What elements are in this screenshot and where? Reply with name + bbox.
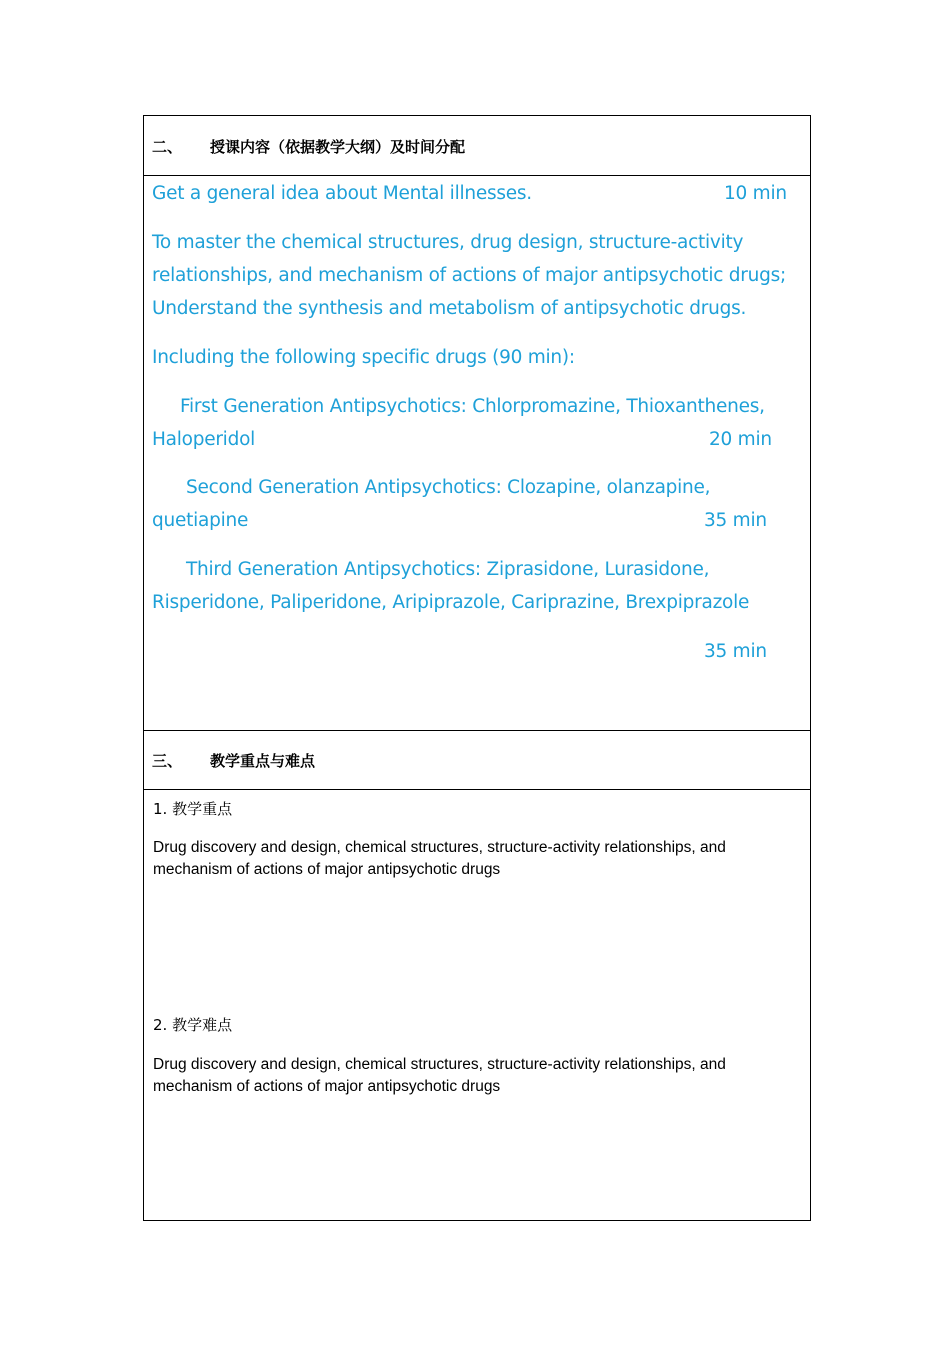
section3-number: 三、 xyxy=(152,752,183,770)
first-gen-line-2: Haloperidol xyxy=(152,429,256,450)
difficulties-text: Drug discovery and design, chemical structures, structure-activity relationships, and mechanism of actions of major antipsychotic drugs xyxy=(153,1056,726,1095)
second-gen-time: 35 min xyxy=(704,510,767,531)
intro-time: 10 min xyxy=(724,183,787,204)
section3-header xyxy=(144,730,810,790)
key-points-label: 1. 教学重点 xyxy=(153,800,233,818)
intro-text: Get a general idea about Mental illnesses. xyxy=(152,183,532,204)
content-table xyxy=(143,115,811,1221)
third-gen-line-2: Risperidone, Paliperidone, Aripiprazole, Cariprazine, Brexpiprazole xyxy=(152,592,750,613)
first-gen-line-1: First Generation Antipsychotics: Chlorpromazine, Thioxanthenes, xyxy=(180,396,765,417)
third-gen-line-1: Third Generation Antipsychotics: Ziprasidone, Lurasidone, xyxy=(186,559,710,580)
second-gen-line-1: Second Generation Antipsychotics: Clozapine, olanzapine, xyxy=(186,477,711,498)
first-gen-time: 20 min xyxy=(709,429,772,450)
key-points-text: Drug discovery and design, chemical structures, structure-activity relationships, and mechanism of actions of major antipsychotic drugs xyxy=(153,839,726,878)
objective-line-2: relationships, and mechanism of actions of major antipsychotic drugs; xyxy=(152,265,786,286)
section2-number: 二、 xyxy=(152,138,183,156)
section2-title: 授课内容（依据教学大纲）及时间分配 xyxy=(210,138,466,156)
difficulties-label: 2. 教学难点 xyxy=(153,1016,233,1034)
third-gen-time: 35 min xyxy=(704,641,767,662)
second-gen-line-2: quetiapine xyxy=(152,510,249,531)
section3-title: 教学重点与难点 xyxy=(210,752,316,770)
including-text: Including the following specific drugs (90 min): xyxy=(152,347,575,368)
section2-header xyxy=(144,116,810,176)
objective-line-1: To master the chemical structures, drug design, structure-activity xyxy=(152,232,744,253)
objective-line-3: Understand the synthesis and metabolism of antipsychotic drugs. xyxy=(152,298,747,319)
